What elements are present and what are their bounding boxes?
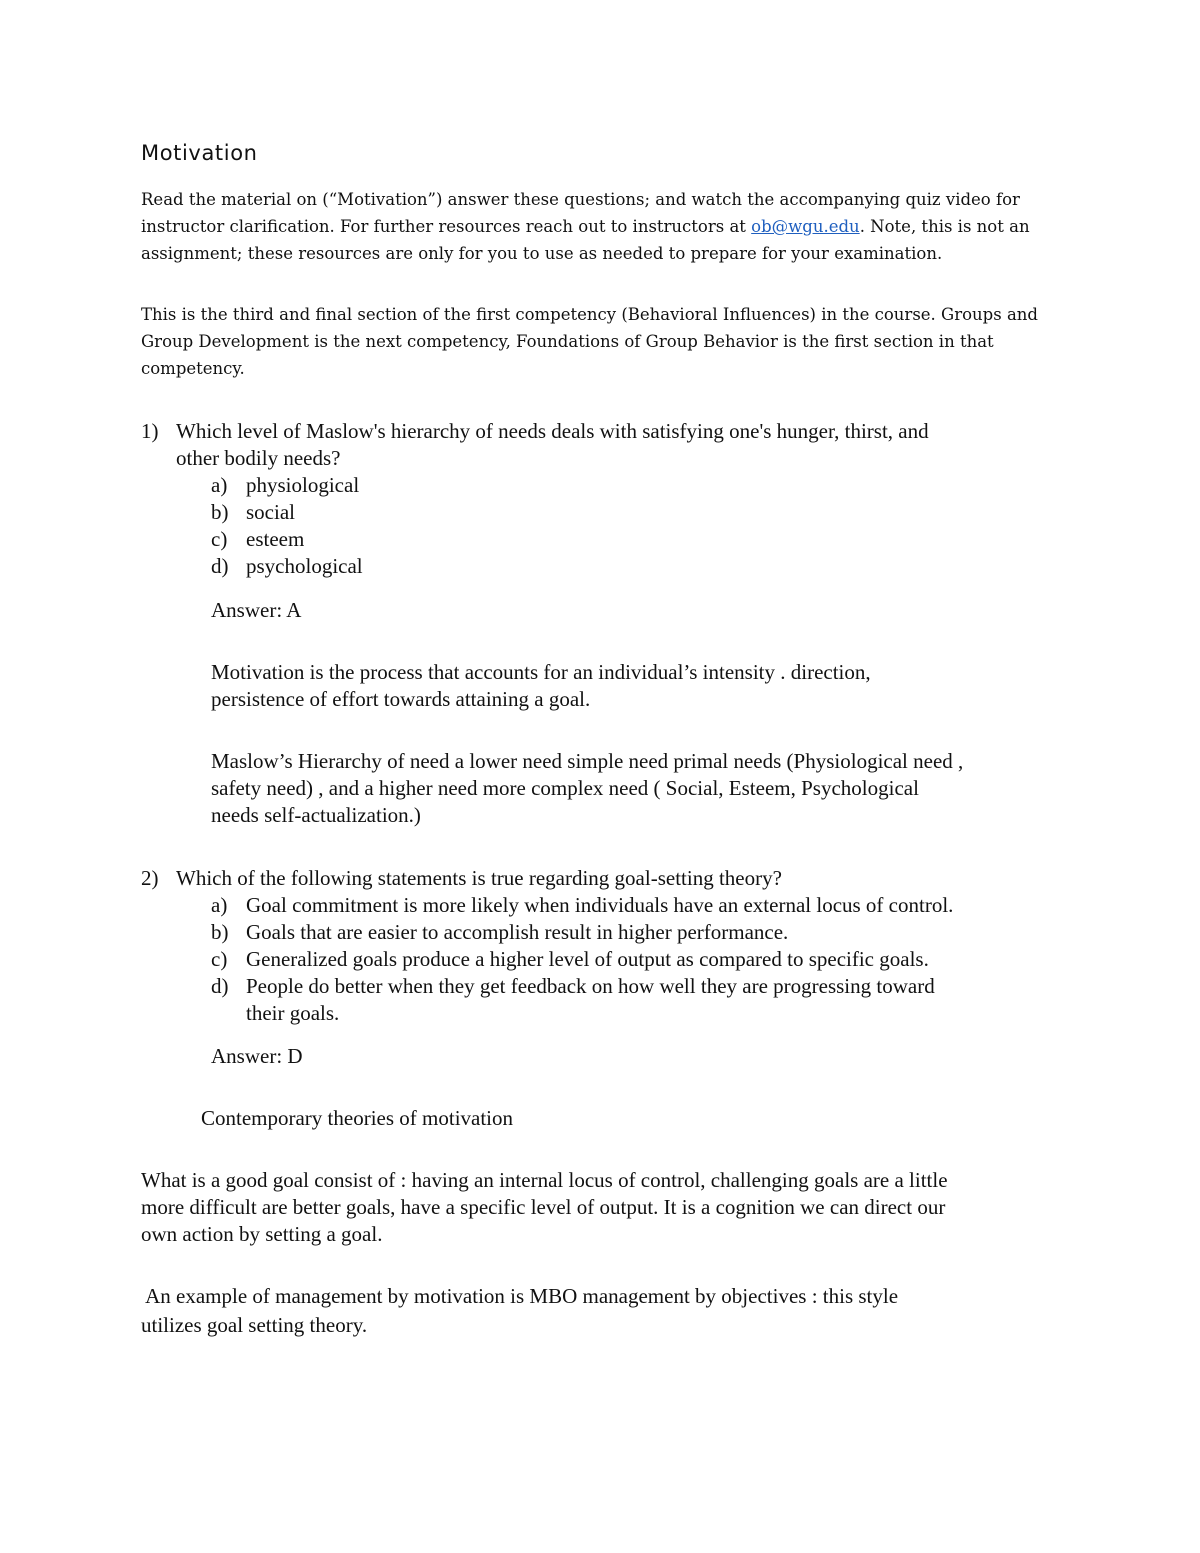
question-1-text-line-2: other bodily needs? — [176, 446, 341, 470]
q2-option-letter-a: a) — [211, 893, 228, 917]
q2-option-text-b: Goals that are easier to accomplish result in higher performance. — [246, 920, 789, 944]
closing-paragraph-1-line-1: What is a good goal consist of : having an internal locus of control, challenging goals are a little — [141, 1168, 948, 1192]
q2-option-text-c: Generalized goals produce a higher level of output as compared to specific goals. — [246, 947, 929, 971]
q1-option-letter-d: d) — [211, 554, 229, 578]
q2-option-letter-c: c) — [211, 947, 228, 971]
q1-note-maslow-line-1: Maslow’s Hierarchy of need a lower need simple need primal needs (Physiological need , — [211, 749, 964, 773]
q1-option-letter-a: a) — [211, 473, 228, 497]
instructor-email-link[interactable]: ob@wgu.edu — [751, 217, 860, 236]
q2-answer: Answer: D — [211, 1044, 303, 1068]
q1-note-motivation-line-1: Motivation is the process that accounts for an individual’s intensity . direction, — [211, 660, 871, 684]
section-heading-contemporary-theories: Contemporary theories of motivation — [201, 1106, 514, 1130]
closing-paragraph-2-line-1: An example of management by motivation is MBO management by objectives : this style — [141, 1284, 899, 1308]
q1-note-maslow-line-2: safety need) , and a higher need more complex need ( Social, Esteem, Psychological — [211, 776, 919, 800]
q1-option-letter-c: c) — [211, 527, 228, 551]
q2-option-text-d: People do better when they get feedback on how well they are progressing toward — [246, 974, 935, 998]
question-1-text-line-1: Which level of Maslow's hierarchy of needs deals with satisfying one's hunger, thirst, and — [176, 419, 929, 443]
closing-paragraph-2-line-2: utilizes goal setting theory. — [141, 1313, 368, 1337]
closing-paragraph-1-line-3: own action by setting a goal. — [141, 1222, 383, 1246]
intro-paragraph-1 — [141, 186, 1071, 267]
q1-option-text-d: psychological — [246, 554, 363, 578]
question-2-number: 2) — [141, 866, 159, 890]
q1-option-letter-b: b) — [211, 500, 229, 524]
page-title: Motivation — [141, 141, 258, 165]
intro-paragraph-2: This is the third and final section of the first competency (Behavioral Influences) in the course. Groups and Group Development is the next competency, Foundations of Group Behavior is the first section in that competency. — [141, 305, 1038, 378]
q2-option-letter-b: b) — [211, 920, 229, 944]
q2-option-letter-d: d) — [211, 974, 229, 998]
question-1-number: 1) — [141, 419, 159, 443]
q1-note-maslow-line-3: needs self-actualization.) — [211, 803, 421, 827]
q2-option-text-a: Goal commitment is more likely when individuals have an external locus of control. — [246, 893, 954, 917]
intro-text-a: Read the material on (“Motivation”) answer these questions; and watch the accompanying quiz video for instructor clarification. For further resources reach out to instructors at — [141, 190, 1020, 236]
intro-text-b: . Note, this is not an assignment; these resources are only for you to use as needed to prepare for your examination. — [141, 217, 1030, 263]
q1-note-motivation-line-2: persistence of effort towards attaining a goal. — [211, 687, 591, 711]
q1-option-text-a: physiological — [246, 473, 360, 497]
q1-option-text-b: social — [246, 500, 295, 524]
question-2-text: Which of the following statements is true regarding goal-setting theory? — [176, 866, 782, 890]
q1-option-text-c: esteem — [246, 527, 305, 551]
q1-answer: Answer: A — [211, 598, 302, 622]
q2-option-text-d-continued: their goals. — [246, 1001, 340, 1025]
closing-paragraph-1-line-2: more difficult are better goals, have a specific level of output. It is a cognition we can direct our — [141, 1195, 946, 1219]
